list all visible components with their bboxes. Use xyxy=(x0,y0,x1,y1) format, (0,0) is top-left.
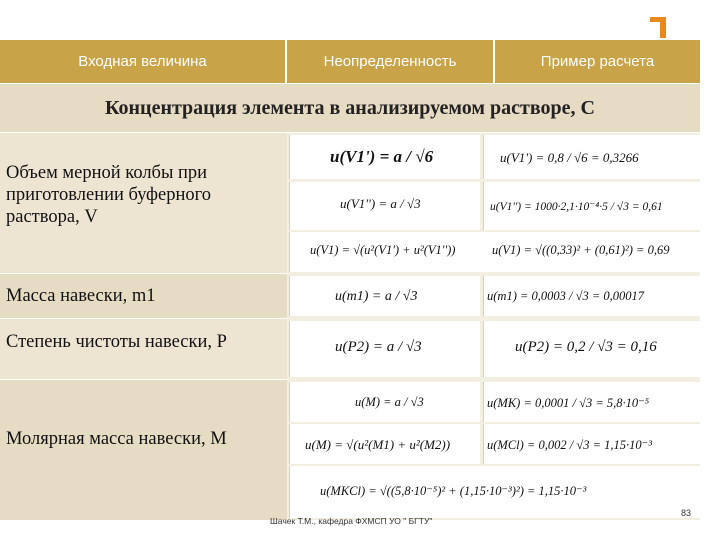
formula-v1-uncertainty: u(V1') = a / √6 xyxy=(330,147,434,166)
header-input-quantity xyxy=(0,40,285,83)
label-purity: Степень чистоты навески, P xyxy=(6,332,227,352)
footer-author: Шачек Т.М., кафедра ФХМСП УО " БГТУ" xyxy=(270,516,433,526)
formula-purity-uncertainty: u(P2) = a / √3 xyxy=(335,339,422,355)
header-col1-text: Входная величина xyxy=(78,53,207,70)
corner-mark-icon xyxy=(650,17,666,38)
row-molar-bg xyxy=(0,380,287,520)
label-volume: Объем мерной колбы при приготовлении буферного раствора, V xyxy=(6,163,212,227)
title-row: Концентрация элемента в анализируемом растворе, C xyxy=(105,96,595,119)
page-number: 83 xyxy=(681,508,692,518)
formula-v1-combined: u(V1) = √(u²(V1') + u²(V1'')) xyxy=(310,243,456,257)
formula-mass-uncertainty: u(m1) = a / √3 xyxy=(335,289,418,304)
formula-v1b-example: u(V1'') = 1000·2,1·10⁻⁴·5 / √3 = 0,61 xyxy=(490,201,663,213)
formula-mcl-example: u(MCl) = 0,002 / √3 = 1,15·10⁻³ xyxy=(487,438,652,452)
header-uncertainty xyxy=(287,40,493,83)
formula-mass-example: u(m1) = 0,0003 / √3 = 0,00017 xyxy=(487,289,645,303)
formula-molar-uncertainty: u(M) = a / √3 xyxy=(355,395,424,409)
formula-mkcl-example: u(MKCl) = √((5,8·10⁻⁵)² + (1,15·10⁻³)²) = 1,15·10⁻³ xyxy=(320,484,587,498)
label-mass: Масса навески, m1 xyxy=(6,286,156,306)
formula-purity-example: u(P2) = 0,2 / √3 = 0,16 xyxy=(515,339,657,355)
formula-mk-example: u(MK) = 0,0001 / √3 = 5,8·10⁻⁵ xyxy=(487,396,650,410)
header-example xyxy=(495,40,700,83)
formula-molar-combined: u(M) = √(u²(M1) + u²(M2)) xyxy=(305,437,451,452)
header-col3-text: Пример расчета xyxy=(540,53,655,70)
label-molar: Молярная масса навески, M xyxy=(6,429,227,449)
formula-v1b-uncertainty: u(V1'') = a / √3 xyxy=(340,196,421,211)
formula-v1-combined-example: u(V1) = √((0,33)² + (0,61)²) = 0,69 xyxy=(492,243,670,257)
header-col2-text: Неопределенность xyxy=(323,53,457,70)
formula-v1-example: u(V1') = 0,8 / √6 = 0,3266 xyxy=(500,150,639,165)
